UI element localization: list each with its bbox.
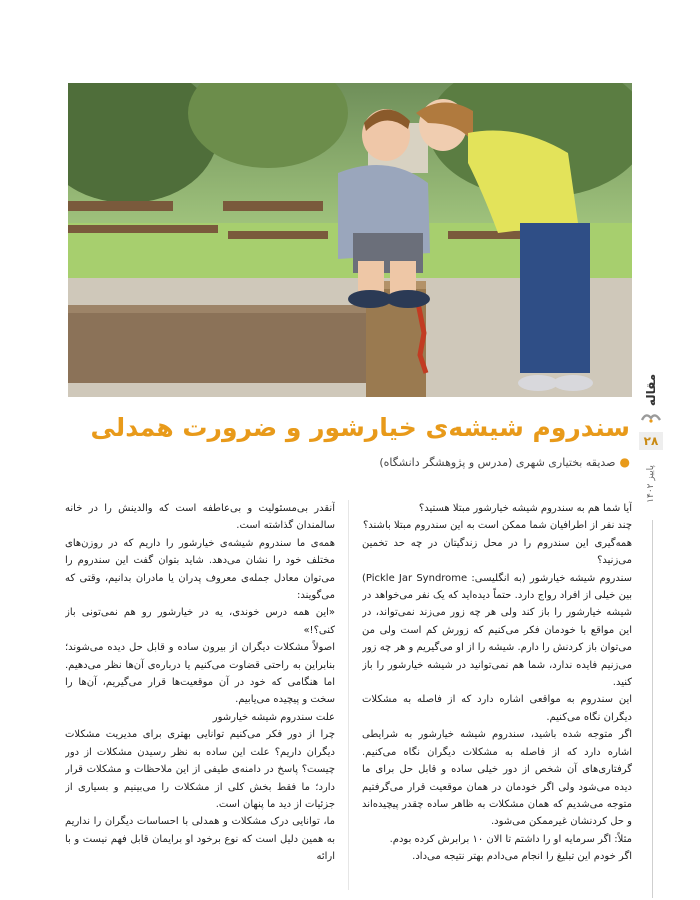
article-title: سندروم شیشه‌ی خیارشور و ضرورت همدلی (90, 413, 630, 442)
paragraph: چند نفر از اطرافیان شما ممکن است به این سندروم مبتلا باشند؟ (362, 520, 632, 532)
column-divider (348, 500, 349, 890)
side-divider (652, 520, 653, 898)
paragraph: سندروم شیشه خیارشور (به انگلیسی: Pickle Jar Syndrome) بین خیلی از افراد رواج دارد. حتماً دیده‌اید که یک نفر می‌خواهد در شیشه خیارشور را باز کند ولی هر چه زور می‌زند نمی‌تواند، در این مواقع با خودمان فکر می‌کنیم که زورش کم است ولی من می‌توان باز کردنش را دارم. شیشه را از او می‌گیریم و هر چه زور می‌زنیم فایده ندارد، شما هم نمی‌توانید در شیشه خیارشور را باز کنید. (362, 572, 632, 689)
paragraph: همه‌ی ما سندروم شیشه‌ی خیارشور را داریم که در روزن‌های مختلف خود را نشان می‌دهد. شاید بتوان گفت این سندروم را می‌توان معادل جمله‌ی معروف پدران یا مادران بدانیم، وقتی که می‌گویند: (65, 537, 335, 602)
body-column-right (362, 500, 632, 890)
issue-date: پاییز ۱۴۰۲ (646, 465, 657, 503)
subheading: علت سندروم شیشه خیارشور (212, 711, 335, 723)
paragraph: آیا شما هم به سندروم شیشه خیارشور مبتلا هستید؟ (418, 503, 632, 514)
paragraph: این سندروم به مواقعی اشاره دارد که از فاصله به مشکلات دیگران نگاه می‌کنیم. (362, 694, 632, 723)
paragraph: اگر متوجه شده باشید، سندروم شیشه خیارشور به شرایطی اشاره دارد که از فاصله به مشکلات دیگران نگاه می‌کنیم. گرفتاری‌های آن شخص از دور خیلی ساده و قابل حل برای ما دیده می‌شود ولی اگر خودمان در همان موقعیت قرار می‌گرفتیم متوجه می‌شدیم که همان مشکلات به ظاهر ساده چقدر پیچیده‌اند و حل کردنشان غیرممکن می‌شود. (362, 729, 632, 828)
paragraph: آنقدر بی‌مسئولیت و بی‌عاطفه است که والدینش را در خانه سالمندان گذاشته است. (65, 503, 335, 532)
paragraph: ما، توانایی درک مشکلات و همدلی با احساسات دیگران را نداریم به همین دلیل است که نوع برخود او برایمان قابل فهم نیست و با ارائه (65, 816, 335, 863)
article-author (130, 455, 630, 469)
children-in-park-image (68, 83, 632, 397)
section-label: مقاله (644, 373, 659, 407)
paragraph: همه‌گیری این سندروم را در محل زندگیتان در چه حد تخمین می‌زنید؟ (362, 537, 632, 567)
paragraph: چرا از دور فکر می‌کنیم توانایی بهتری برای مدیریت مشکلات دیگران داریم؟ علت این ساده به نظر رسیدن مشکلات از دور چیست؟ پاسخ در دامنه‌ی طیفی از این ملاحظات و مشکلات قرار دارد؛ ما فقط بخش کلی از مشکلات را می‌بینیم و بسیاری از جزئیات از دید ما پنهان است. (65, 729, 335, 810)
quote-paragraph: «این همه درس خوندی، یه در خیارشور رو هم نمی‌تونی باز کنی؟!» (65, 607, 335, 636)
paragraph: اصولاً مشکلات دیگران از بیرون ساده و قابل حل دیده می‌شوند؛ بنابراین به راحتی قضاوت می‌کنیم یا درباره‌ی آن‌ها نظر می‌دهیم. اما هنگامی که خود در آن موقعیت‌ها قرار می‌گیریم، آن‌ها را سخت و پیچیده می‌یابیم. (65, 642, 335, 706)
page-number: ۲۸ (639, 432, 663, 450)
paragraph: مثلاً: اگر سرمایه او را داشتم تا الان ۱۰ برابرش کرده بودم. (389, 833, 632, 845)
author-name: صدیقه بختیاری شهری (مدرس و پژوهشگر دانشگاه) (379, 456, 616, 469)
magazine-logo-icon (640, 410, 662, 424)
article-photo (68, 83, 632, 397)
bullet-icon: ● (619, 455, 630, 469)
paragraph: اگر خودم این تبلیغ را انجام می‌دادم بهتر نتیجه می‌داد. (412, 851, 632, 863)
side-margin (636, 360, 666, 900)
body-column-left (65, 500, 335, 890)
